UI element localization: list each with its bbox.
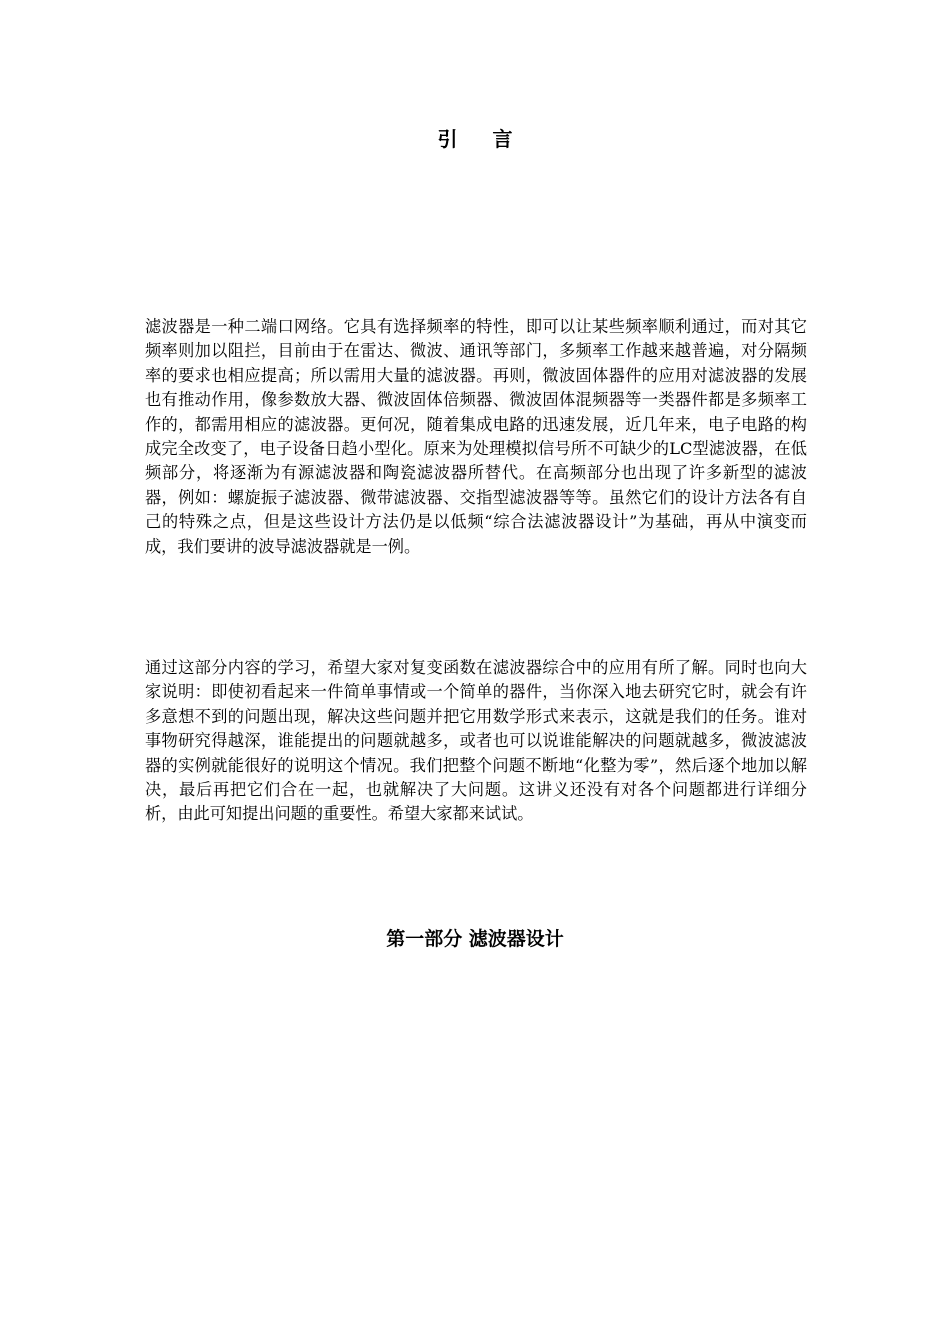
section-heading: 第一部分 滤波器设计 — [386, 928, 564, 950]
intro-paragraph-2: 通过这部分内容的学习，希望大家对复变函数在滤波器综合中的应用有所了解。同时也向大家说明：即使初看起来一件简单事情或一个简单的器件，当你深入地去研究它时，就会有许多意想不到的问题出现，解决这些问题并把它用数学形式来表示，这就是我们的任务。谁对事物研究得越深，谁能提出的问题就越多，或者也可以说谁能解决的问题就越多，微波滤波器的实例就能很好的说明这个情况。我们把整个问题不断地“化整为零”，然后逐个地加以解决，最后再把它们合在一起，也就解决了大问题。这讲义还没有对各个问题都进行详细分析，由此可知提出问题的重要性。希望大家都来试试。 — [145, 658, 807, 824]
page-title: 引 言 — [437, 127, 527, 151]
intro-paragraph-1: 滤波器是一种二端口网络。它具有选择频率的特性，即可以让某些频率顺利通过，而对其它频率则加以阻拦，目前由于在雷达、微波、通讯等部门，多频率工作越来越普遍，对分隔频率的要求也相应提高；所以需用大量的滤波器。再则，微波固体器件的应用对滤波器的发展也有推动作用，像参数放大器、微波固体倍频器、微波固体混频器等一类器件都是多频率工作的，都需用相应的滤波器。更何况，随着集成电路的迅速发展，近几年来，电子电路的构成完全改变了，电子设备日趋小型化。原来为处理模拟信号所不可缺少的LC型滤波器，在低频部分，将逐渐为有源滤波器和陶瓷滤波器所替代。在高频部分也出现了许多新型的滤波器，例如：螺旋振子滤波器、微带滤波器、交指型滤波器等等。虽然它们的设计方法各有自己的特殊之点，但是这些设计方法仍是以低频“综合法滤波器设计”为基础，再从中演变而成，我们要讲的波导滤波器就是一例。 — [145, 317, 807, 556]
